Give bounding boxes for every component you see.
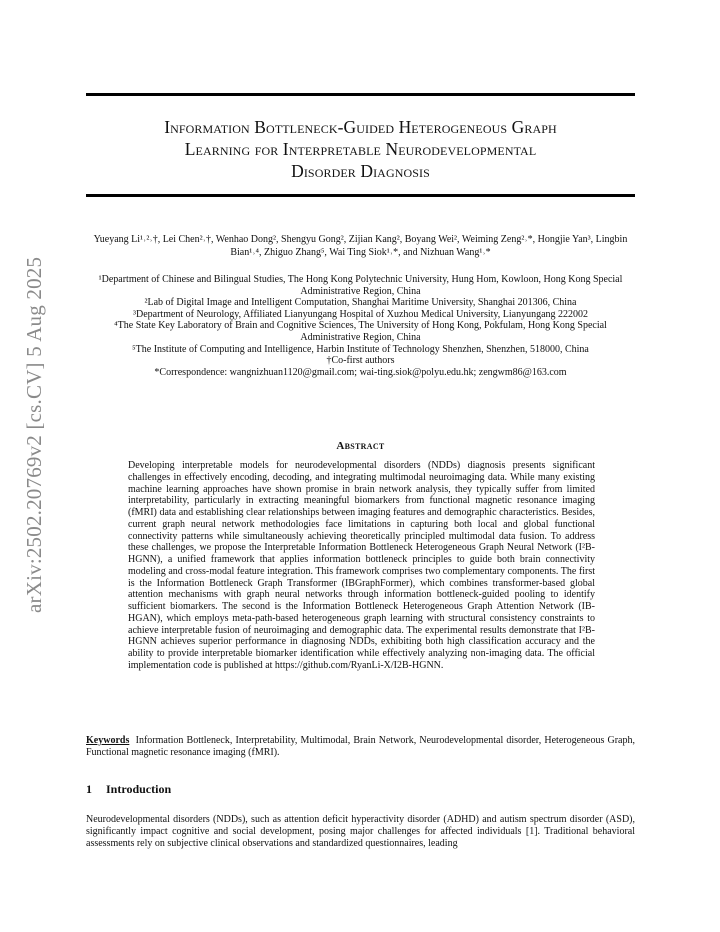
title-line-1: Information Bottleneck-Guided Heterogeneous Graph xyxy=(164,117,557,137)
affiliation-1: ¹Department of Chinese and Bilingual Studies, The Hong Kong Polytechnic University, Hung Hom, Kowloon, Hong Kong Special Administrative Region, China xyxy=(98,274,623,297)
affiliation-3: ³Department of Neurology, Affiliated Lianyungang Hospital of Xuzhou Medical University, Lianyungang 222002 xyxy=(132,308,589,320)
abstract-heading: Abstract xyxy=(336,440,385,452)
author-list: Yueyang Li¹˒²˒†, Lei Chen²˒†, Wenhao Dong², Shengyu Gong², Zijian Kang², Boyang Wei², Weiming Zeng²˒*, Hongjie Yan³, Lingbin Bian¹˒⁴, Zhiguo Zhang⁵, Wai Ting Siok¹˒*, and Nizhuan Wang¹˒* xyxy=(93,234,628,258)
introduction-paragraph: Neurodevelopmental disorders (NDDs), such as attention deficit hyperactivity disorder (ADHD) and autism spectrum disorder (ASD), significantly impact cognitive and social development, posing major challenges for affected individuals [1]. Traditional behavioral assessments rely on subjective clinical observations and standardized questionnaires, leading xyxy=(86,814,635,849)
title-line-2: Learning for Interpretable Neurodevelopmental xyxy=(184,139,537,159)
section-number: 1 xyxy=(86,782,92,796)
section-title: Introduction xyxy=(106,782,172,796)
title-line-3: Disorder Diagnosis xyxy=(291,161,430,181)
keywords-text: Information Bottleneck, Interpretability, Multimodal, Brain Network, Neurodevelopmental disorder, Heterogeneous Graph, Functional magnetic resonance imaging (fMRI). xyxy=(86,735,636,758)
affiliation-list xyxy=(86,274,635,378)
affiliation-5: ⁵The Institute of Computing and Intelligence, Harbin Institute of Technology Shenzhen, Shenzhen, 518000, China xyxy=(132,343,589,355)
abstract-text: Developing interpretable models for neurodevelopmental disorders (NDDs) diagnosis presents significant challenges in effectively encoding, decoding, and integrating multimodal neuroimaging data. While many existing machine learning approaches have shown promise in brain network analysis, they typically suffer from limited interpretability, particularly in extracting meaningful biomarkers from functional magnetic resonance imaging (fMRI) data and establishing clear relationships between imaging features and demographic characteristics. Besides, current graph neural network methodologies face limitations in capturing both local and global functional connectivity patterns while simultaneously achieving theoretically principled multimodal data fusion. To address these challenges, we propose the Interpretable Information Bottleneck Heterogeneous Graph Neural Network (I²B-HGNN), a unified framework that applies information bottleneck principles to guide both brain connectivity modeling and cross-modal feature integration. This framework comprises two complementary components. The first is the Information Bottleneck Graph Transformer (IBGraphFormer), which combines transformer-based global attention mechanisms with graph neural networks through information bottleneck-guided pooling to identify sufficient biomarkers. The second is the Information Bottleneck Heterogeneous Graph Attention Network (IB-HGAN), which employs meta-path-based heterogeneous graph learning with structural consistency constraints to achieve interpretable fusion of neuroimaging and demographic data. The experimental results demonstrate that I²B-HGNN achieves superior performance in diagnosing NDDs, exhibiting both high classification accuracy and the ability to provide interpretable biomarker identification while effectively analyzing non-imaging data. The official implementation code is published at https://github.com/RyanLi-X/I2B-HGNN. xyxy=(128,460,595,671)
arxiv-identifier-stamp: arXiv:2502.20769v2 [cs.CV] 5 Aug 2025 xyxy=(22,256,46,613)
correspondence-note: *Correspondence: wangnizhuan1120@gmail.com; wai-ting.siok@polyu.edu.hk; zengwm86@163.com xyxy=(154,366,567,378)
paper-title xyxy=(86,116,635,182)
section-heading-introduction xyxy=(86,782,635,797)
title-rule-bottom xyxy=(86,194,635,197)
keywords-label: Keywords xyxy=(86,735,130,746)
keywords-paragraph xyxy=(86,735,635,759)
co-first-note: †Co-first authors xyxy=(326,355,395,367)
title-rule-top xyxy=(86,93,635,96)
affiliation-4: ⁴The State Key Laboratory of Brain and Cognitive Sciences, The University of Hong Kong, Pokfulam, Hong Kong Special Administrative Region, China xyxy=(114,320,607,343)
affiliation-2: ²Lab of Digital Image and Intelligent Computation, Shanghai Maritime University, Shanghai 201306, China xyxy=(144,297,577,309)
